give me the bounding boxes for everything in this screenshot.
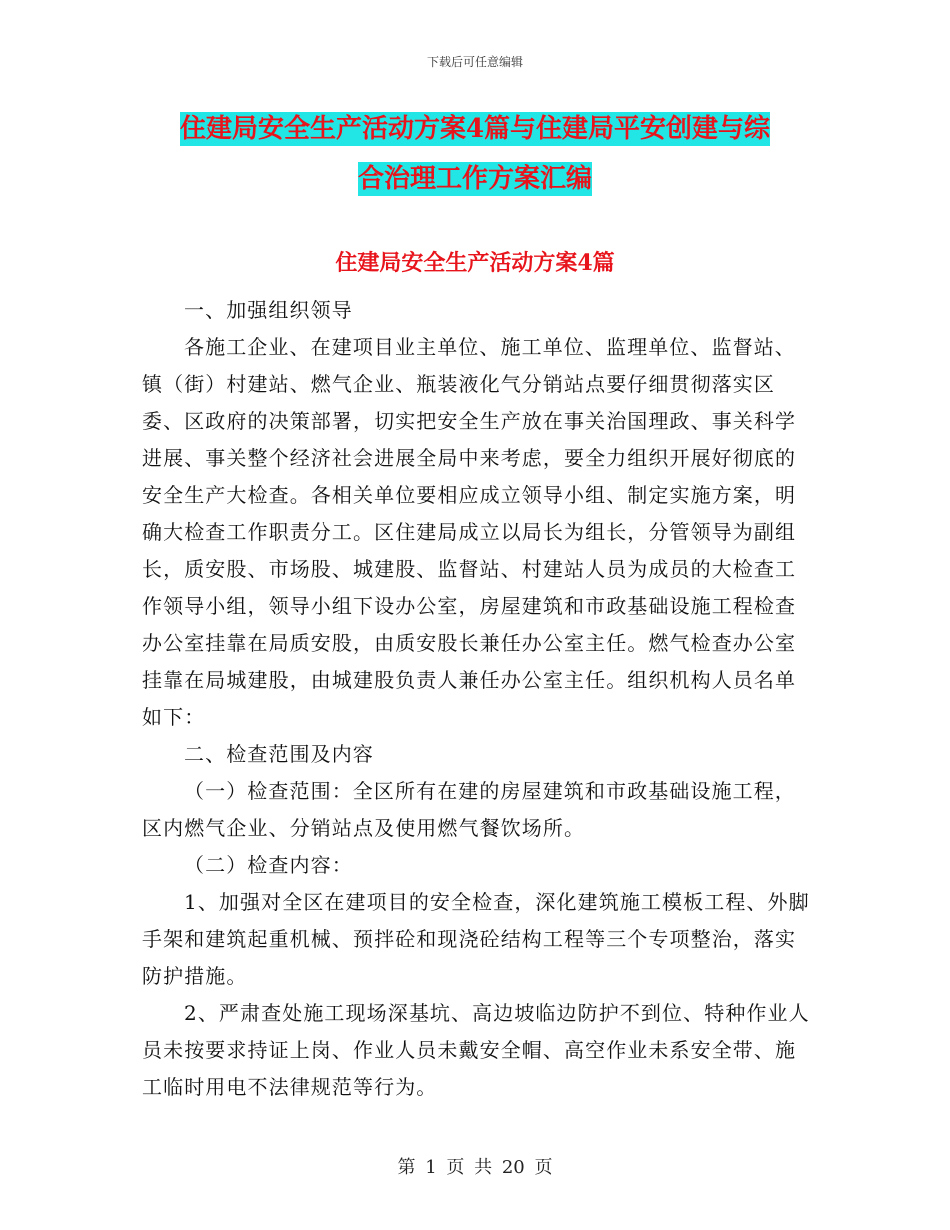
paragraph: （二）检查内容： bbox=[184, 853, 353, 877]
heading-1: 一、加强组织领导 bbox=[184, 298, 353, 322]
heading-2: 二、检查范围及内容 bbox=[184, 742, 374, 766]
document-title bbox=[140, 104, 810, 204]
section-title: 住建局安全生产活动方案4篇 bbox=[335, 250, 615, 276]
page-number: 第 1 页 共 20 页 bbox=[397, 1157, 553, 1178]
header-note: 下载后可任意编辑 bbox=[426, 55, 523, 69]
paragraph: 各施工企业、在建项目业主单位、施工单位、监理单位、监督站、镇（街）村建站、燃气企业、瓶装液化气分销站点要仔细贯彻落实区委、区政府的决策部署，切实把安全生产放在事关治国理政、事关科学进展、事关整个经济社会进展全局中来考虑，要全力组织开展好彻底的安全生产大检查。各相关单位要相应成立领导小组、制定实施方案，明确大检查工作职责分工。区住建局成立以局长为组长，分管领导为副组长，质安股、市场股、城建股、监督站、村建站人员为成员的大检查工作领导小组，领导小组下设办公室，房屋建筑和市政基础设施工程检查办公室挂靠在局质安股，由质安股长兼任办公室主任。燃气检查办公室挂靠在局城建股，由城建股负责人兼任办公室主任。组织机构人员名单如下： bbox=[142, 335, 797, 729]
title-line-2: 合治理工作方案汇编 bbox=[357, 164, 592, 194]
paragraph: 2、严肃查处施工现场深基坑、高边坡临边防护不到位、特种作业人员未按要求持证上岗、作业人员未戴安全帽、高空作业未系安全带、施工临时用电不法律规范等行为。 bbox=[142, 1001, 810, 1099]
body-text bbox=[142, 292, 810, 1106]
paragraph: 1、加强对全区在建项目的安全检查，深化建筑施工模板工程、外脚手架和建筑起重机械、预拌砼和现浇砼结构工程等三个专项整治，落实防护措施。 bbox=[142, 890, 810, 988]
paragraph: （一）检查范围：全区所有在建的房屋建筑和市政基础设施工程，区内燃气企业、分销站点及使用燃气餐饮场所。 bbox=[142, 779, 796, 840]
title-line-1: 住建局安全生产活动方案4篇与住建局平安创建与综 bbox=[179, 114, 771, 144]
